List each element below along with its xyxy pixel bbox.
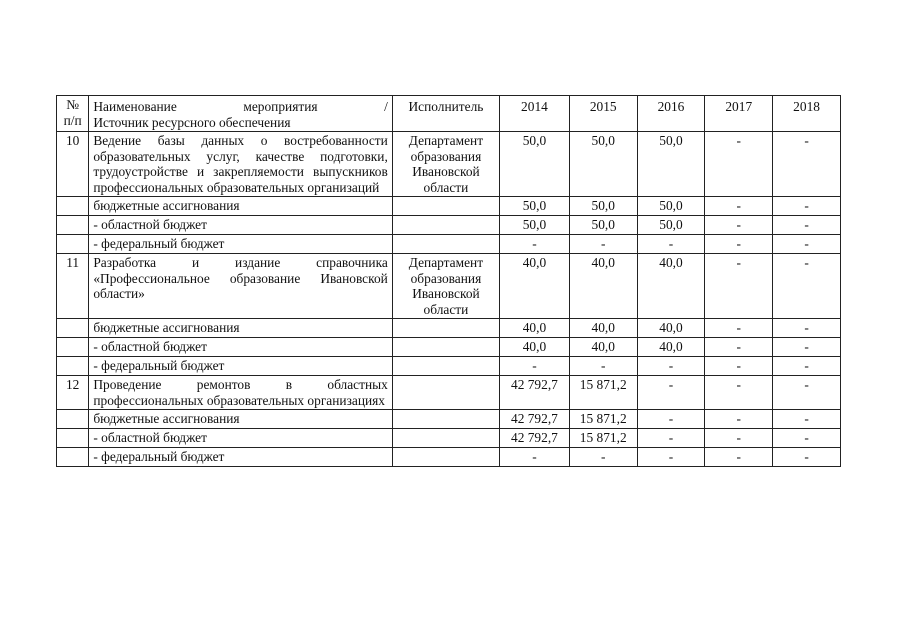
- value-cell: -: [637, 429, 705, 448]
- empty-cell: [57, 235, 89, 254]
- value-cell: -: [569, 235, 637, 254]
- empty-cell: [57, 216, 89, 235]
- funding-subrow: [57, 197, 841, 216]
- header-row: [57, 96, 841, 132]
- value-cell: 42 792,7: [500, 410, 570, 429]
- header-num: № п/п: [57, 96, 89, 132]
- value-cell: -: [705, 132, 773, 197]
- value-cell: -: [637, 357, 705, 376]
- activity-name: Проведение ремонтов в областных профессиональных образовательных организациях: [89, 376, 392, 410]
- subrow-label: - федеральный бюджет: [89, 448, 392, 467]
- empty-cell: [57, 448, 89, 467]
- activity-row: [57, 132, 841, 197]
- header-year: 2016: [637, 96, 705, 132]
- empty-cell: [392, 319, 499, 338]
- value-cell: -: [637, 410, 705, 429]
- activity-name: Ведение базы данных о востребованности образовательных услуг, качестве подготовки, трудоустройстве и закрепляемости выпускников профессиональных образовательных организаций: [89, 132, 392, 197]
- value-cell: -: [500, 448, 570, 467]
- value-cell: 50,0: [637, 216, 705, 235]
- activity-number: 11: [57, 254, 89, 319]
- value-cell: 15 871,2: [569, 376, 637, 410]
- activity-row: [57, 376, 841, 410]
- value-cell: 40,0: [637, 319, 705, 338]
- value-cell: -: [705, 254, 773, 319]
- value-cell: -: [705, 216, 773, 235]
- empty-cell: [392, 357, 499, 376]
- funding-subrow: [57, 319, 841, 338]
- value-cell: -: [773, 254, 841, 319]
- funding-subrow: [57, 357, 841, 376]
- header-executor: Исполнитель: [392, 96, 499, 132]
- value-cell: 42 792,7: [500, 429, 570, 448]
- empty-cell: [57, 319, 89, 338]
- value-cell: 50,0: [500, 132, 570, 197]
- activity-executor: Департамент образования Ивановской области: [392, 132, 499, 197]
- value-cell: 40,0: [569, 254, 637, 319]
- funding-subrow: [57, 448, 841, 467]
- value-cell: -: [569, 357, 637, 376]
- value-cell: -: [773, 319, 841, 338]
- value-cell: -: [773, 376, 841, 410]
- subrow-label: бюджетные ассигнования: [89, 197, 392, 216]
- subrow-label: - областной бюджет: [89, 216, 392, 235]
- value-cell: -: [705, 376, 773, 410]
- header-year: 2017: [705, 96, 773, 132]
- value-cell: -: [500, 235, 570, 254]
- header-year: 2014: [500, 96, 570, 132]
- activity-name: Разработка и издание справочника «Профессиональное образование Ивановской области»: [89, 254, 392, 319]
- funding-table: [56, 95, 841, 467]
- value-cell: -: [773, 410, 841, 429]
- subrow-label: - федеральный бюджет: [89, 235, 392, 254]
- funding-subrow: [57, 410, 841, 429]
- value-cell: 40,0: [569, 338, 637, 357]
- empty-cell: [392, 216, 499, 235]
- value-cell: -: [773, 235, 841, 254]
- value-cell: 40,0: [500, 254, 570, 319]
- funding-subrow: [57, 429, 841, 448]
- header-year: 2018: [773, 96, 841, 132]
- value-cell: 50,0: [569, 216, 637, 235]
- activity-number: 12: [57, 376, 89, 410]
- empty-cell: [57, 410, 89, 429]
- header-name: Наименование мероприятия / Источник ресурсного обеспечения: [89, 96, 392, 132]
- empty-cell: [57, 338, 89, 357]
- value-cell: 50,0: [637, 197, 705, 216]
- value-cell: -: [773, 357, 841, 376]
- value-cell: 40,0: [637, 338, 705, 357]
- value-cell: -: [773, 338, 841, 357]
- value-cell: 50,0: [569, 197, 637, 216]
- value-cell: -: [705, 197, 773, 216]
- value-cell: 40,0: [500, 319, 570, 338]
- value-cell: -: [773, 448, 841, 467]
- activity-row: [57, 254, 841, 319]
- value-cell: -: [569, 448, 637, 467]
- value-cell: -: [705, 235, 773, 254]
- empty-cell: [392, 235, 499, 254]
- value-cell: -: [705, 357, 773, 376]
- subrow-label: - областной бюджет: [89, 429, 392, 448]
- value-cell: -: [773, 197, 841, 216]
- value-cell: 42 792,7: [500, 376, 570, 410]
- activity-executor: Департамент образования Ивановской области: [392, 254, 499, 319]
- empty-cell: [392, 429, 499, 448]
- activity-number: 10: [57, 132, 89, 197]
- value-cell: -: [637, 448, 705, 467]
- value-cell: -: [705, 319, 773, 338]
- empty-cell: [57, 429, 89, 448]
- value-cell: -: [705, 338, 773, 357]
- value-cell: 15 871,2: [569, 410, 637, 429]
- subrow-label: бюджетные ассигнования: [89, 410, 392, 429]
- subrow-label: бюджетные ассигнования: [89, 319, 392, 338]
- value-cell: -: [773, 216, 841, 235]
- empty-cell: [392, 197, 499, 216]
- value-cell: 50,0: [569, 132, 637, 197]
- value-cell: 15 871,2: [569, 429, 637, 448]
- funding-subrow: [57, 216, 841, 235]
- subrow-label: - федеральный бюджет: [89, 357, 392, 376]
- empty-cell: [57, 357, 89, 376]
- value-cell: -: [500, 357, 570, 376]
- value-cell: -: [705, 429, 773, 448]
- value-cell: -: [637, 235, 705, 254]
- subrow-label: - областной бюджет: [89, 338, 392, 357]
- value-cell: -: [705, 410, 773, 429]
- empty-cell: [392, 448, 499, 467]
- value-cell: 50,0: [500, 216, 570, 235]
- value-cell: 40,0: [569, 319, 637, 338]
- empty-cell: [57, 197, 89, 216]
- value-cell: -: [773, 132, 841, 197]
- empty-cell: [392, 410, 499, 429]
- activity-executor: [392, 376, 499, 410]
- funding-subrow: [57, 235, 841, 254]
- value-cell: -: [773, 429, 841, 448]
- value-cell: 50,0: [637, 132, 705, 197]
- funding-subrow: [57, 338, 841, 357]
- value-cell: 40,0: [637, 254, 705, 319]
- header-year: 2015: [569, 96, 637, 132]
- empty-cell: [392, 338, 499, 357]
- value-cell: -: [705, 448, 773, 467]
- value-cell: -: [637, 376, 705, 410]
- value-cell: 40,0: [500, 338, 570, 357]
- value-cell: 50,0: [500, 197, 570, 216]
